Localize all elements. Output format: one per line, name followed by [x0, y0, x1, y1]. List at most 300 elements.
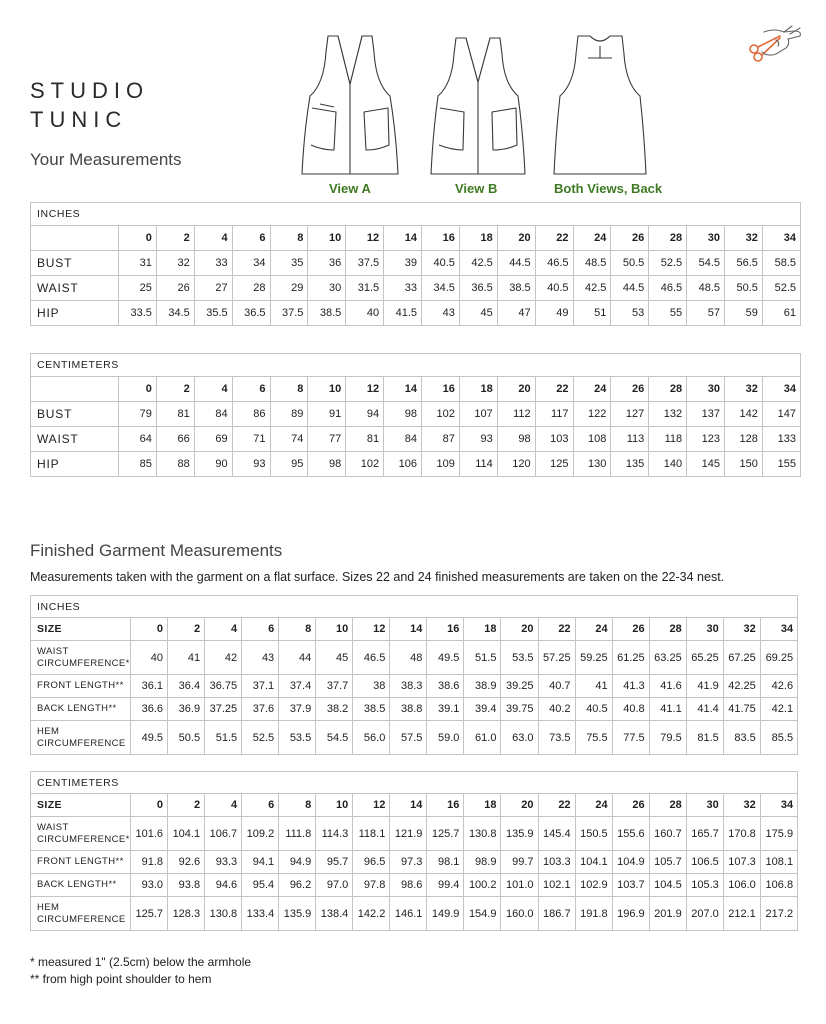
row-label-line: WAIST	[37, 645, 69, 657]
table-cell: 160.0	[501, 897, 538, 931]
table-cell: 95	[270, 452, 308, 477]
row-label: BUST	[31, 402, 119, 427]
tunic-back-illustration	[552, 32, 648, 178]
table-cell: 98.1	[427, 851, 464, 874]
table-cell: 114	[459, 452, 497, 477]
row-label-line: CIRCUMFERENCE*	[37, 833, 130, 845]
row-label-line: FRONT LENGTH**	[37, 680, 124, 691]
size-header-cell: 6	[242, 794, 279, 817]
table-cell: 109.2	[242, 817, 279, 851]
size-header-cell: 34	[762, 226, 800, 251]
table-cell: 118.1	[353, 817, 390, 851]
table-cell: 106.5	[686, 851, 723, 874]
size-header-cell: 16	[422, 226, 460, 251]
table-cell: 107.3	[723, 851, 760, 874]
table-cell: 66	[156, 427, 194, 452]
size-header-cell: 18	[459, 226, 497, 251]
table-cell: 102.9	[575, 874, 612, 897]
size-header-cell: 20	[497, 226, 535, 251]
table-cell: 40.5	[575, 698, 612, 721]
table-cell: 117	[535, 402, 573, 427]
size-header-cell: 28	[649, 618, 686, 641]
table-cell: 41.75	[723, 698, 760, 721]
table-cell: 52.5	[649, 251, 687, 276]
size-header-row	[31, 226, 801, 251]
table-cell: 145.4	[538, 817, 575, 851]
row-label-line: CIRCUMFERENCE	[37, 737, 126, 749]
tunic-view-b-illustration	[428, 32, 528, 178]
table-cell: 105.7	[649, 851, 686, 874]
table-cell: 49	[535, 301, 573, 326]
size-header-cell: 6	[232, 377, 270, 402]
size-header-cell: 4	[205, 618, 242, 641]
table-cell: 74	[270, 427, 308, 452]
size-header-cell: 34	[760, 618, 797, 641]
table-cell: 103	[535, 427, 573, 452]
footnotes	[30, 954, 251, 988]
table-cell: 130	[573, 452, 611, 477]
table-cell: 43	[242, 641, 279, 675]
size-header-cell: 2	[168, 618, 205, 641]
table-cell: 31.5	[346, 276, 384, 301]
table-cell: 138.4	[316, 897, 353, 931]
table-cell: 35.5	[194, 301, 232, 326]
table-row	[31, 452, 801, 477]
table-cell: 26	[156, 276, 194, 301]
row-label	[31, 897, 131, 931]
table-cell: 71	[232, 427, 270, 452]
table-cell: 25	[119, 276, 157, 301]
table-cell: 44	[279, 641, 316, 675]
table-cell: 135	[611, 452, 649, 477]
table-cell: 61	[762, 301, 800, 326]
finished-centimeters-table	[30, 771, 798, 931]
table-cell: 98	[497, 427, 535, 452]
size-header-cell: 20	[501, 794, 538, 817]
table-cell: 86	[232, 402, 270, 427]
table-cell: 170.8	[723, 817, 760, 851]
table-cell: 50.5	[611, 251, 649, 276]
table-cell: 165.7	[686, 817, 723, 851]
page-title	[30, 76, 149, 134]
table-cell: 40.5	[422, 251, 460, 276]
finished-measurements-heading: Finished Garment Measurements	[30, 541, 283, 560]
table-cell: 61.25	[612, 641, 649, 675]
table-row	[31, 874, 798, 897]
table-cell: 40.8	[612, 698, 649, 721]
table-cell: 41.9	[686, 675, 723, 698]
table-cell: 212.1	[723, 897, 760, 931]
row-label: WAIST	[31, 276, 119, 301]
table-cell: 37.9	[279, 698, 316, 721]
row-label	[31, 698, 131, 721]
size-header-row	[31, 794, 798, 817]
row-label	[31, 817, 131, 851]
size-header-label: SIZE	[31, 618, 131, 641]
table-cell: 150.5	[575, 817, 612, 851]
table-cell: 137	[687, 402, 725, 427]
header-corner-cell	[31, 377, 119, 402]
size-header-cell: 4	[205, 794, 242, 817]
table-cell: 41	[168, 641, 205, 675]
table-cell: 48	[390, 641, 427, 675]
table-caption: CENTIMETERS	[31, 772, 798, 794]
title-line-1: STUDIO	[30, 78, 150, 103]
table-cell: 128	[725, 427, 763, 452]
table-cell: 28	[232, 276, 270, 301]
table-cell: 90	[194, 452, 232, 477]
table-cell: 175.9	[760, 817, 797, 851]
view-a-label: View A	[329, 181, 371, 196]
table-cell: 94.9	[279, 851, 316, 874]
table-cell: 34.5	[422, 276, 460, 301]
size-header-cell: 20	[497, 377, 535, 402]
table-cell: 196.9	[612, 897, 649, 931]
table-row	[31, 427, 801, 452]
size-header-cell: 22	[535, 226, 573, 251]
size-header-cell: 32	[723, 794, 760, 817]
table-cell: 37.6	[242, 698, 279, 721]
table-cell: 112	[497, 402, 535, 427]
row-label: BUST	[31, 251, 119, 276]
table-caption: INCHES	[31, 596, 798, 618]
table-cell: 118	[649, 427, 687, 452]
header-corner-cell	[31, 226, 119, 251]
table-cell: 121.9	[390, 817, 427, 851]
row-label	[31, 721, 131, 755]
table-row	[31, 276, 801, 301]
table-cell: 33.5	[119, 301, 157, 326]
table-cell: 39.25	[501, 675, 538, 698]
size-header-cell: 6	[242, 618, 279, 641]
size-header-cell: 26	[612, 794, 649, 817]
table-cell: 109	[422, 452, 460, 477]
table-cell: 44.5	[497, 251, 535, 276]
caption-row	[31, 772, 798, 794]
table-cell: 160.7	[649, 817, 686, 851]
table-cell: 146.1	[390, 897, 427, 931]
table-cell: 96.5	[353, 851, 390, 874]
size-header-cell: 0	[131, 794, 168, 817]
table-cell: 53	[611, 301, 649, 326]
table-cell: 40	[346, 301, 384, 326]
table-cell: 37.1	[242, 675, 279, 698]
row-label: WAIST	[31, 427, 119, 452]
table-cell: 98.6	[390, 874, 427, 897]
table-row	[31, 698, 798, 721]
table-cell: 94	[346, 402, 384, 427]
table-cell: 127	[611, 402, 649, 427]
row-label-line: WAIST	[37, 821, 69, 833]
table-cell: 98	[308, 452, 346, 477]
table-cell: 125.7	[131, 897, 168, 931]
size-header-cell: 8	[279, 794, 316, 817]
table-cell: 35	[270, 251, 308, 276]
table-cell: 186.7	[538, 897, 575, 931]
table-row	[31, 251, 801, 276]
size-header-cell: 8	[279, 618, 316, 641]
table-cell: 96.2	[279, 874, 316, 897]
back-views-label: Both Views, Back	[554, 181, 663, 196]
size-header-cell: 24	[575, 618, 612, 641]
table-cell: 83.5	[723, 721, 760, 755]
footnote-shoulder: ** from high point shoulder to hem	[30, 972, 212, 986]
your-measurements-heading: Your Measurements	[30, 150, 182, 169]
table-cell: 38.5	[497, 276, 535, 301]
row-label	[31, 851, 131, 874]
table-cell: 97.8	[353, 874, 390, 897]
table-cell: 33	[194, 251, 232, 276]
table-cell: 42.25	[723, 675, 760, 698]
size-header-cell: 10	[308, 377, 346, 402]
table-cell: 50.5	[168, 721, 205, 755]
size-header-cell: 32	[725, 377, 763, 402]
table-cell: 40	[131, 641, 168, 675]
table-cell: 125.7	[427, 817, 464, 851]
size-header-cell: 18	[464, 618, 501, 641]
table-cell: 142.2	[353, 897, 390, 931]
table-cell: 102	[346, 452, 384, 477]
table-cell: 94.6	[205, 874, 242, 897]
table-cell: 38.5	[353, 698, 390, 721]
table-cell: 63.0	[501, 721, 538, 755]
table-cell: 106.0	[723, 874, 760, 897]
table-cell: 132	[649, 402, 687, 427]
table-cell: 107	[459, 402, 497, 427]
table-cell: 46.5	[535, 251, 573, 276]
size-header-cell: 32	[723, 618, 760, 641]
size-header-cell: 0	[119, 226, 157, 251]
footnote-armhole: * measured 1" (2.5cm) below the armhole	[30, 955, 252, 969]
size-header-cell: 16	[427, 618, 464, 641]
size-header-cell: 10	[316, 618, 353, 641]
table-cell: 38.9	[464, 675, 501, 698]
table-cell: 37.5	[270, 301, 308, 326]
table-cell: 49.5	[427, 641, 464, 675]
table-cell: 57	[687, 301, 725, 326]
table-cell: 39	[384, 251, 422, 276]
table-cell: 145	[687, 452, 725, 477]
size-header-cell: 34	[762, 377, 800, 402]
table-cell: 140	[649, 452, 687, 477]
table-cell: 53.5	[501, 641, 538, 675]
size-header-row	[31, 618, 798, 641]
table-cell: 55	[649, 301, 687, 326]
table-cell: 59.0	[427, 721, 464, 755]
size-header-cell: 18	[464, 794, 501, 817]
table-cell: 155	[762, 452, 800, 477]
table-cell: 31	[119, 251, 157, 276]
table-cell: 38.3	[390, 675, 427, 698]
size-header-cell: 8	[270, 377, 308, 402]
row-label-line: BACK LENGTH**	[37, 879, 117, 890]
table-cell: 41.5	[384, 301, 422, 326]
table-cell: 81	[346, 427, 384, 452]
table-cell: 95.4	[242, 874, 279, 897]
table-cell: 36.75	[205, 675, 242, 698]
table-cell: 44.5	[611, 276, 649, 301]
table-cell: 111.8	[279, 817, 316, 851]
table-cell: 69	[194, 427, 232, 452]
row-label-line: CIRCUMFERENCE*	[37, 657, 130, 669]
table-cell: 69.25	[760, 641, 797, 675]
size-header-cell: 20	[501, 618, 538, 641]
table-cell: 91.8	[131, 851, 168, 874]
size-header-cell: 16	[422, 377, 460, 402]
table-cell: 103.7	[612, 874, 649, 897]
table-cell: 49.5	[131, 721, 168, 755]
table-cell: 59.25	[575, 641, 612, 675]
size-header-cell: 34	[760, 794, 797, 817]
table-cell: 102	[422, 402, 460, 427]
table-cell: 88	[156, 452, 194, 477]
table-cell: 42.6	[760, 675, 797, 698]
table-cell: 39.4	[464, 698, 501, 721]
table-cell: 104.5	[649, 874, 686, 897]
table-cell: 93.8	[168, 874, 205, 897]
table-cell: 43	[422, 301, 460, 326]
table-cell: 207.0	[686, 897, 723, 931]
table-cell: 81.5	[686, 721, 723, 755]
table-cell: 65.25	[686, 641, 723, 675]
size-header-cell: 0	[131, 618, 168, 641]
table-cell: 57.5	[390, 721, 427, 755]
table-cell: 51.5	[464, 641, 501, 675]
table-cell: 95.7	[316, 851, 353, 874]
size-header-cell: 28	[649, 226, 687, 251]
table-cell: 87	[422, 427, 460, 452]
size-header-cell: 0	[119, 377, 157, 402]
table-cell: 133.4	[242, 897, 279, 931]
table-cell: 30	[308, 276, 346, 301]
size-header-cell: 30	[687, 226, 725, 251]
table-cell: 58.5	[762, 251, 800, 276]
size-header-cell: 14	[384, 226, 422, 251]
size-header-cell: 4	[194, 377, 232, 402]
table-cell: 105.3	[686, 874, 723, 897]
table-row	[31, 817, 798, 851]
table-cell: 84	[194, 402, 232, 427]
size-header-cell: 10	[308, 226, 346, 251]
size-header-cell: 4	[194, 226, 232, 251]
caption-row	[31, 203, 801, 226]
table-cell: 123	[687, 427, 725, 452]
finished-inches-table	[30, 595, 798, 755]
table-row	[31, 851, 798, 874]
table-cell: 93.0	[131, 874, 168, 897]
table-cell: 77	[308, 427, 346, 452]
table-cell: 38.5	[308, 301, 346, 326]
size-header-cell: 2	[156, 377, 194, 402]
table-cell: 217.2	[760, 897, 797, 931]
table-cell: 41.1	[649, 698, 686, 721]
table-cell: 89	[270, 402, 308, 427]
table-cell: 81	[156, 402, 194, 427]
size-header-cell: 26	[611, 226, 649, 251]
table-cell: 61.0	[464, 721, 501, 755]
size-header-cell: 12	[346, 226, 384, 251]
table-cell: 48.5	[573, 251, 611, 276]
table-row	[31, 675, 798, 698]
table-cell: 39.75	[501, 698, 538, 721]
size-header-cell: 22	[538, 794, 575, 817]
table-cell: 147	[762, 402, 800, 427]
caption-row	[31, 596, 798, 618]
table-cell: 154.9	[464, 897, 501, 931]
table-cell: 54.5	[687, 251, 725, 276]
table-cell: 135.9	[279, 897, 316, 931]
size-header-cell: 26	[611, 377, 649, 402]
table-cell: 47	[497, 301, 535, 326]
table-cell: 128.3	[168, 897, 205, 931]
size-header-cell: 30	[686, 618, 723, 641]
table-cell: 142	[725, 402, 763, 427]
table-cell: 84	[384, 427, 422, 452]
row-label-line: CIRCUMFERENCE	[37, 913, 126, 925]
table-row	[31, 721, 798, 755]
table-cell: 73.5	[538, 721, 575, 755]
row-label	[31, 641, 131, 675]
table-cell: 52.5	[242, 721, 279, 755]
size-header-cell: 28	[649, 794, 686, 817]
table-cell: 34.5	[156, 301, 194, 326]
table-cell: 36.5	[232, 301, 270, 326]
table-cell: 104.9	[612, 851, 649, 874]
row-label	[31, 675, 131, 698]
table-cell: 48.5	[687, 276, 725, 301]
row-label: HIP	[31, 301, 119, 326]
table-row	[31, 641, 798, 675]
size-header-cell: 24	[573, 377, 611, 402]
title-line-2: TUNIC	[30, 107, 128, 132]
table-cell: 37.25	[205, 698, 242, 721]
table-cell: 51.5	[205, 721, 242, 755]
table-cell: 93	[232, 452, 270, 477]
table-cell: 113	[611, 427, 649, 452]
table-cell: 45	[459, 301, 497, 326]
table-cell: 63.25	[649, 641, 686, 675]
table-cell: 85.5	[760, 721, 797, 755]
size-header-label: SIZE	[31, 794, 131, 817]
size-header-cell: 24	[573, 226, 611, 251]
table-cell: 42	[205, 641, 242, 675]
table-cell: 46.5	[353, 641, 390, 675]
table-cell: 101.6	[131, 817, 168, 851]
table-cell: 36.4	[168, 675, 205, 698]
table-cell: 59	[725, 301, 763, 326]
row-label-line: BACK LENGTH**	[37, 703, 117, 714]
size-header-cell: 18	[459, 377, 497, 402]
table-cell: 91	[308, 402, 346, 427]
table-cell: 130.8	[464, 817, 501, 851]
table-cell: 104.1	[168, 817, 205, 851]
table-row	[31, 897, 798, 931]
table-row	[31, 301, 801, 326]
table-cell: 99.7	[501, 851, 538, 874]
table-cell: 36	[308, 251, 346, 276]
size-header-cell: 2	[156, 226, 194, 251]
size-header-cell: 32	[725, 226, 763, 251]
table-cell: 52.5	[762, 276, 800, 301]
size-header-cell: 28	[649, 377, 687, 402]
size-header-cell: 12	[353, 794, 390, 817]
table-cell: 41.4	[686, 698, 723, 721]
table-cell: 37.5	[346, 251, 384, 276]
table-cell: 97.0	[316, 874, 353, 897]
row-label-line: FRONT LENGTH**	[37, 856, 124, 867]
table-cell: 77.5	[612, 721, 649, 755]
table-cell: 201.9	[649, 897, 686, 931]
